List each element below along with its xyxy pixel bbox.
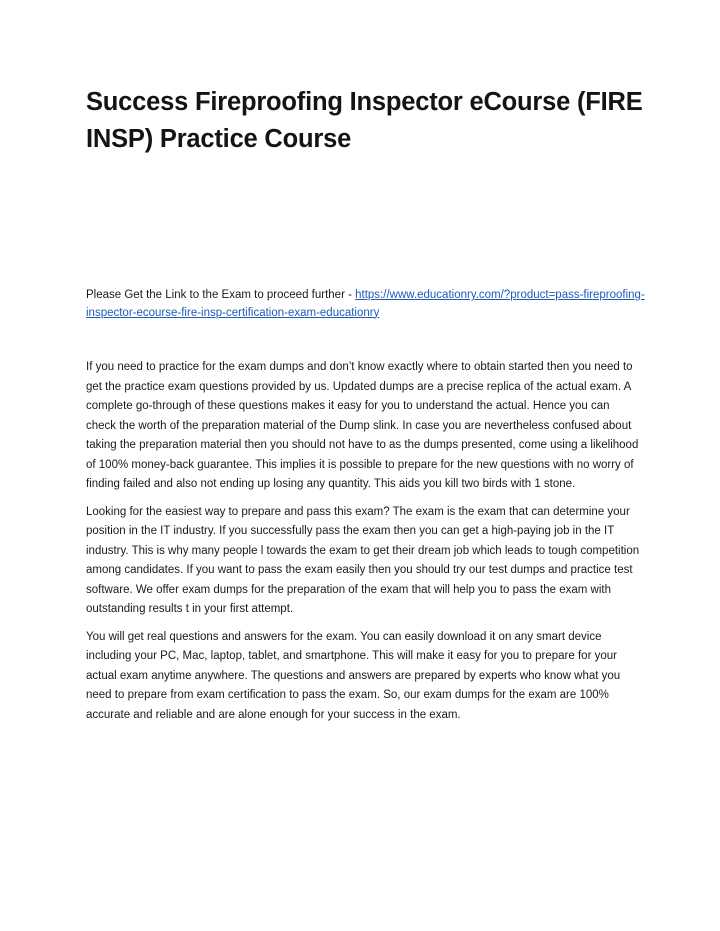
link-intro-text: Please Get the Link to the Exam to proceed further -	[86, 289, 356, 301]
paragraph-2: Looking for the easiest way to prepare and pass this exam? The exam is the exam that can determine your position in the IT industry. If you successfully pass the exam then you can get a high-paying job in the IT industry. This is why many people l towards the exam to get their dream job which leads to tough competition among candidates. If you want to pass the exam easily then you should try our test dumps and practice test software. We offer exam dumps for the preparation of the exam that will help you to pass the exam with outstanding results t in your first attempt.	[86, 505, 640, 615]
body-text	[86, 358, 642, 733]
paragraph-3: You will get real questions and answers for the exam. You can easily download it on any smart device including your PC, Mac, laptop, tablet, and smartphone. This will make it easy for you to prepare for your actual exam anytime anywhere. The questions and answers are prepared by experts who know what you need to prepare from exam certification to pass the exam. So, our exam dumps for the exam are 100% accurate and reliable and are alone enough for your success in the exam.	[86, 630, 621, 721]
exam-link[interactable]: https://www.educationry.com/?product=pass-fireproofing-inspector-ecourse-fire-insp-certification-exam-educationry	[86, 289, 645, 319]
exam-link-paragraph	[86, 287, 646, 322]
page-title: Success Fireproofing Inspector eCourse (FIRE INSP) Practice Course	[86, 88, 643, 153]
paragraph-1: If you need to practice for the exam dumps and don’t know exactly where to obtain started then you need to get the practice exam questions provided by us. Updated dumps are a precise replica of the actual exam. A complete go-through of these questions makes it easy for you to understand the actual. Hence you can check the worth of the preparation material of the Dump slink. In case you are nevertheless confused about taking the preparation material then you should not have to as the dumps presented, come using a likelihood of 100% money-back guarantee. This implies it is possible to prepare for the new questions with no worry of finding failed and also not ending up losing any quantity. This aids you kill two birds with 1 stone.	[86, 361, 639, 490]
